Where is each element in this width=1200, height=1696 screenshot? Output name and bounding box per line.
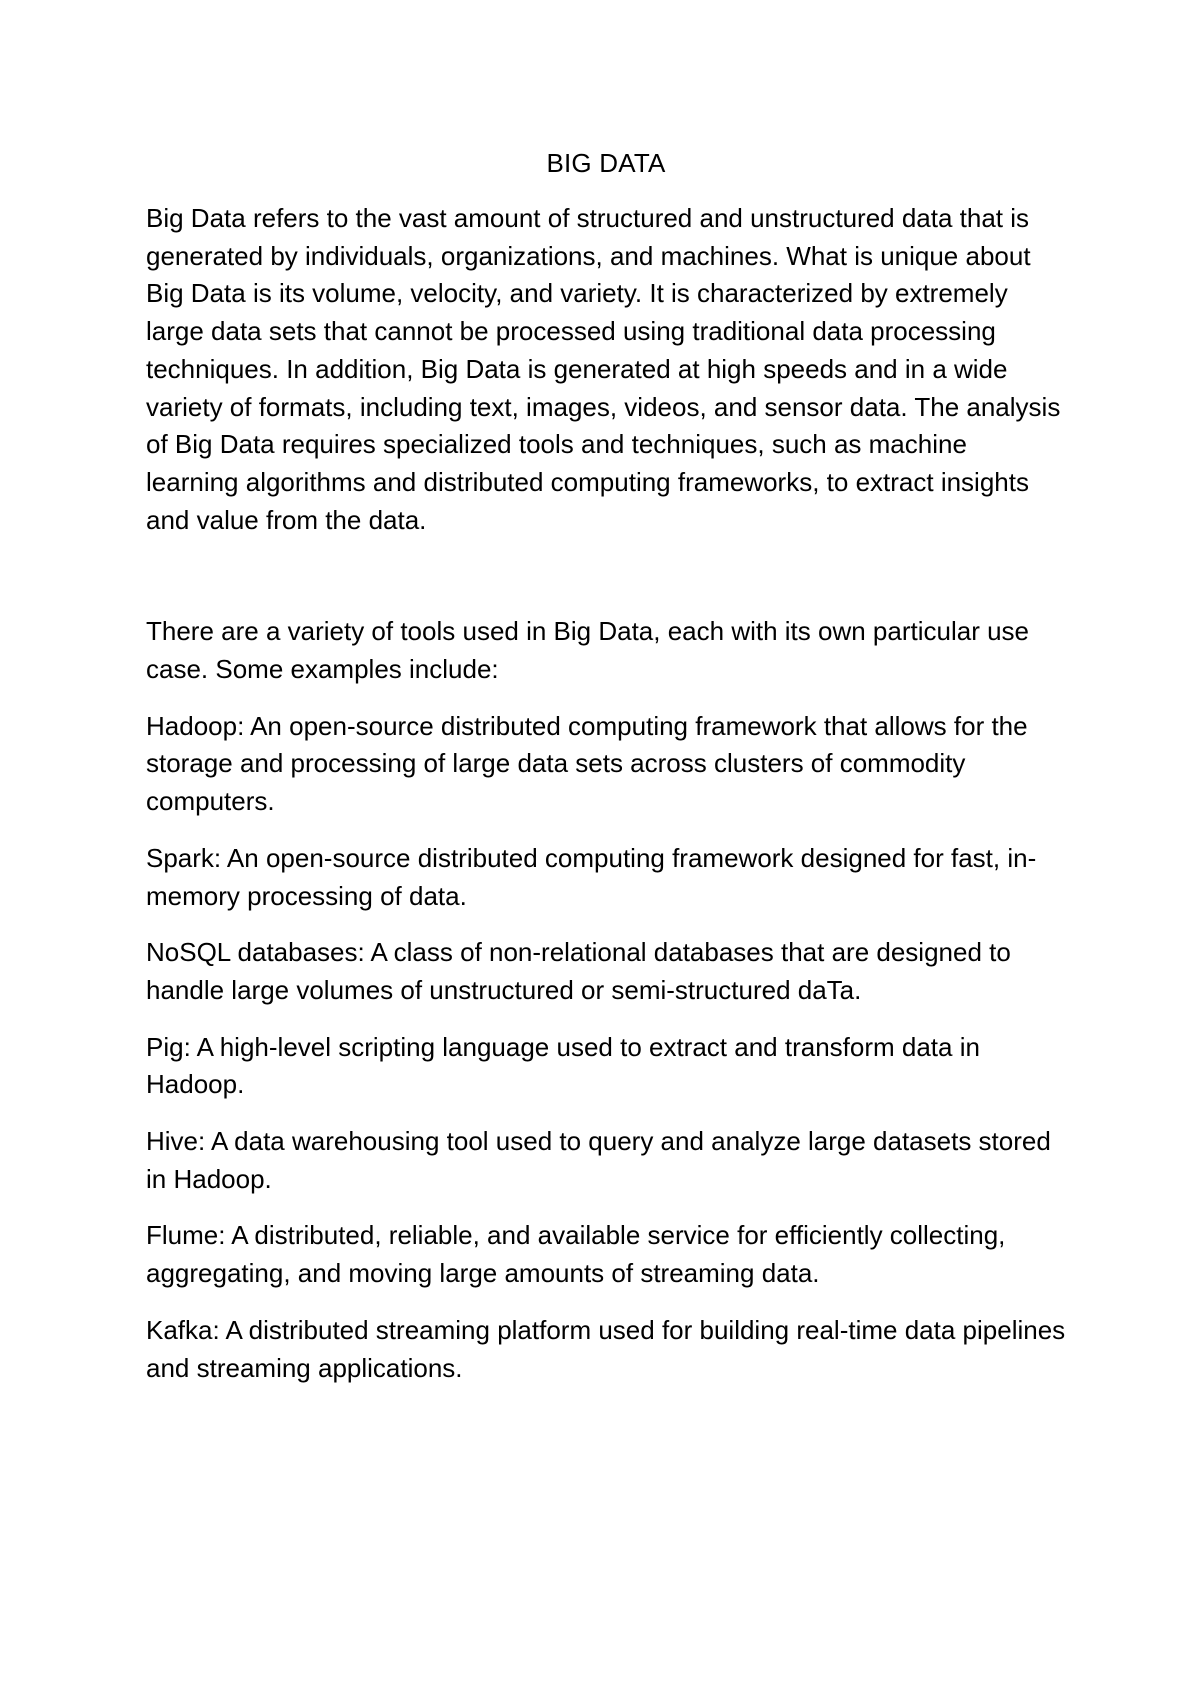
document-title: BIG DATA: [546, 148, 666, 178]
tool-spark: Spark: An open-source distributed computing framework designed for fast, in-memory processing of data.: [146, 842, 1037, 911]
tool-hadoop: Hadoop: An open-source distributed computing framework that allows for the storage and processing of large data sets across clusters of commodity computers.: [146, 710, 1028, 817]
tool-kafka: Kafka: A distributed streaming platform used for building real-time data pipelines and streaming applications.: [146, 1314, 1066, 1383]
tool-nosql: NoSQL databases: A class of non-relational databases that are designed to handle large volumes of unstructured or semi-structured daTa.: [146, 937, 1011, 1005]
tool-flume: Flume: A distributed, reliable, and available service for efficiently collecting, aggregating, and moving large amounts of streaming data.: [146, 1220, 1006, 1289]
document-body: [146, 144, 1066, 1406]
blank-line: [146, 558, 1066, 613]
tools-intro-paragraph: There are a variety of tools used in Big Data, each with its own particular use case. Some examples include:: [146, 616, 1029, 685]
tool-pig: Pig: A high-level scripting language used to extract and transform data in Hadoop.: [146, 1031, 980, 1100]
tool-hive: Hive: A data warehousing tool used to query and analyze large datasets stored in Hadoop.: [146, 1126, 1051, 1194]
intro-paragraph: Big Data refers to the vast amount of structured and unstructured data that is generated by individuals, organizations, and machines. What is unique about Big Data is its volume, velocity, and variety. It is characterized by extremely large data sets that cannot be processed using traditional data processing techniques. In addition, Big Data is generated at high speeds and in a wide variety of formats, including text, images, videos, and sensor data. The analysis of Big Data requires specialized tools and techniques, such as machine learning algorithms and distributed computing frameworks, to extract insights and value from the data.: [146, 203, 1061, 535]
